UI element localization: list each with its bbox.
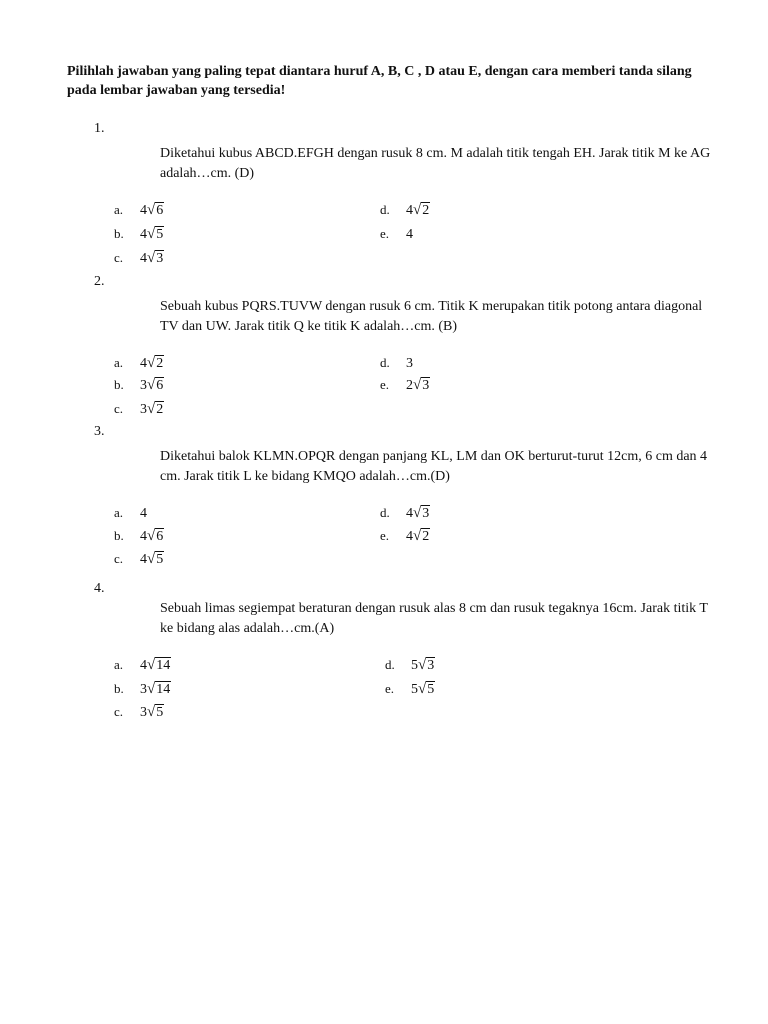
option-letter: d. [380, 355, 390, 370]
option-coefficient: 4 [140, 227, 147, 242]
option-coefficient: 3 [140, 682, 147, 697]
question-number: 4. [94, 581, 105, 596]
option-coefficient: 4 [140, 658, 147, 673]
sqrt-icon: √ [147, 377, 156, 393]
option-letter: b. [114, 681, 124, 696]
option-radicand: 5 [156, 705, 164, 720]
option-coefficient: 4 [140, 356, 147, 371]
option-coefficient: 4 [140, 529, 147, 544]
option [114, 376, 164, 395]
option-radicand: 6 [156, 378, 164, 393]
option [114, 201, 164, 220]
sqrt-icon: √ [147, 401, 156, 417]
option [114, 400, 164, 419]
option-letter: d. [380, 505, 390, 520]
option-radicand: 2 [156, 402, 164, 417]
instruction-text: Pilihlah jawaban yang paling tepat diantara huruf A, B, C , D atau E, dengan cara memberi tanda silang pada lembar jawaban yang tersedia! [67, 64, 692, 98]
option-radicand: 6 [156, 203, 164, 218]
sqrt-icon: √ [147, 355, 156, 371]
option [114, 703, 164, 722]
sqrt-icon: √ [147, 202, 156, 218]
option [385, 680, 435, 699]
option-radicand: 14 [156, 658, 171, 673]
option-letter: b. [114, 528, 124, 543]
option [380, 201, 430, 220]
option [385, 656, 435, 675]
question-text: Sebuah kubus PQRS.TUVW dengan rusuk 6 cm. Titik K merupakan titik potong antara diagonal TV dan UW. Jarak titik Q ke titik K adalah…cm. (B) [160, 299, 703, 334]
option-radicand: 5 [427, 682, 435, 697]
sqrt-icon: √ [147, 226, 156, 242]
option-coefficient: 3 [140, 705, 147, 720]
option [114, 249, 164, 268]
sqrt-icon: √ [147, 657, 156, 673]
option [380, 354, 413, 373]
sqrt-icon: √ [413, 505, 422, 521]
option [114, 527, 164, 546]
sqrt-icon: √ [147, 250, 156, 266]
option-letter: b. [114, 226, 124, 241]
option-letter: b. [114, 377, 124, 392]
option-coefficient: 5 [411, 658, 418, 673]
option-coefficient: 4 [406, 203, 413, 218]
question-text: Diketahui balok KLMN.OPQR dengan panjang KL, LM dan OK berturut-turut 12cm, 6 cm dan 4 cm. Jarak titik L ke bidang KMQO adalah…cm.(D) [160, 449, 708, 484]
option-radicand: 3 [422, 378, 430, 393]
question-number: 3. [94, 424, 105, 439]
option [114, 354, 164, 373]
option-coefficient: 4 [140, 251, 147, 266]
option-letter: a. [114, 202, 124, 217]
option-radicand: 3 [422, 506, 430, 521]
option-letter: c. [114, 551, 124, 566]
sqrt-icon: √ [418, 657, 427, 673]
option-radicand: 6 [156, 529, 164, 544]
option-radicand: 5 [156, 552, 164, 567]
option-coefficient: 4 [406, 506, 413, 521]
option-radicand: 5 [156, 227, 164, 242]
option-coefficient: 3 [140, 402, 147, 417]
option-value: 3 [406, 356, 413, 371]
option-coefficient: 4 [140, 203, 147, 218]
question-number: 2. [94, 274, 105, 289]
option-letter: c. [114, 250, 124, 265]
option [380, 225, 413, 244]
option [114, 225, 164, 244]
option [114, 550, 164, 569]
option-radicand: 14 [156, 682, 171, 697]
sqrt-icon: √ [147, 551, 156, 567]
option [380, 504, 430, 523]
option-radicand: 3 [427, 658, 435, 673]
question-text: Diketahui kubus ABCD.EFGH dengan rusuk 8 cm. M adalah titik tengah EH. Jarak titik M ke AG adalah…cm. (D) [160, 146, 711, 181]
option-letter: d. [385, 657, 395, 672]
question-text: Sebuah limas segiempat beraturan dengan rusuk alas 8 cm dan rusuk tegaknya 16cm. Jarak titik T ke bidang alas adalah…cm.(A) [160, 601, 708, 636]
option-radicand: 2 [422, 529, 430, 544]
option-value: 4 [140, 506, 147, 521]
option [114, 504, 147, 523]
option-coefficient: 5 [411, 682, 418, 697]
option [114, 656, 171, 675]
option-letter: e. [380, 377, 390, 392]
sqrt-icon: √ [413, 528, 422, 544]
option-letter: c. [114, 401, 124, 416]
option-letter: e. [380, 528, 390, 543]
question-number: 1. [94, 121, 105, 136]
option-letter: a. [114, 355, 124, 370]
option-letter: e. [385, 681, 395, 696]
sqrt-icon: √ [413, 202, 422, 218]
option-value: 4 [406, 227, 413, 242]
option-radicand: 2 [422, 203, 430, 218]
sqrt-icon: √ [147, 681, 156, 697]
sqrt-icon: √ [147, 528, 156, 544]
option-letter: c. [114, 704, 124, 719]
option-letter: a. [114, 505, 124, 520]
option-radicand: 3 [156, 251, 164, 266]
option-coefficient: 2 [406, 378, 413, 393]
sqrt-icon: √ [147, 704, 156, 720]
option-letter: a. [114, 657, 124, 672]
option-letter: e. [380, 226, 390, 241]
option-letter: d. [380, 202, 390, 217]
option [114, 680, 171, 699]
option-coefficient: 3 [140, 378, 147, 393]
option-coefficient: 4 [140, 552, 147, 567]
option [380, 527, 430, 546]
option-coefficient: 4 [406, 529, 413, 544]
option [380, 376, 430, 395]
option-radicand: 2 [156, 356, 164, 371]
sqrt-icon: √ [418, 681, 427, 697]
sqrt-icon: √ [413, 377, 422, 393]
